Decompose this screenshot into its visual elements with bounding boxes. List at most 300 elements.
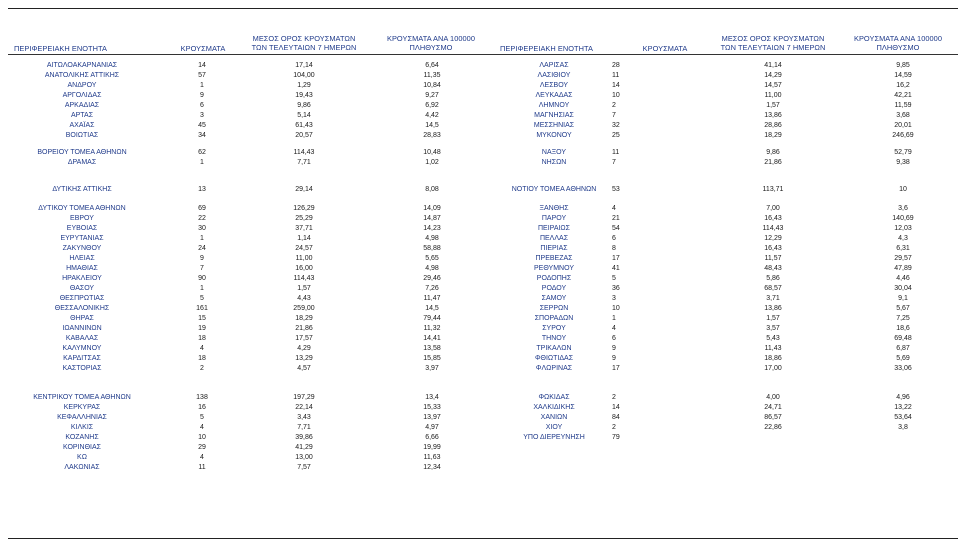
table-row	[0, 111, 966, 121]
cell-cases: 4	[200, 454, 204, 461]
cell-name: ΑΝΔΡΟΥ	[67, 82, 97, 89]
cell-per100k: 3,68	[896, 112, 910, 119]
cell-cases: 7	[612, 112, 616, 119]
cell-cases: 1	[200, 285, 204, 292]
cell-name: ΦΛΩΡΙΝΑΣ	[535, 365, 573, 372]
cell-avg7: 28,86	[764, 122, 782, 129]
cell-per100k: 14,41	[423, 335, 441, 342]
cell-name: ΕΒΡΟΥ	[70, 215, 94, 222]
cell-avg7: 37,71	[295, 225, 313, 232]
table-row	[0, 91, 966, 101]
cell-per100k: 9,27	[425, 92, 439, 99]
cell-per100k: 9,38	[896, 159, 910, 166]
table-row	[0, 403, 966, 413]
cell-name: ΣΥΡΟΥ	[542, 325, 566, 332]
table-row	[0, 294, 966, 304]
cell-name: ΚΟΡΙΝΘΙΑΣ	[63, 444, 101, 451]
table-row	[0, 204, 966, 214]
cell-name: ΝΟΤΙΟΥ ΤΟΜΕΑ ΑΘΗΝΩΝ	[511, 186, 597, 193]
table-row	[0, 234, 966, 244]
cell-avg7: 7,71	[297, 424, 311, 431]
cell-name: ΕΥΒΟΙΑΣ	[66, 225, 98, 232]
table-row	[0, 224, 966, 234]
cell-name: ΧΑΛΚΙΔΙΚΗΣ	[533, 404, 575, 411]
cell-name: ΒΟΙΩΤΙΑΣ	[65, 132, 99, 139]
cell-cases: 10	[198, 434, 206, 441]
cell-avg7: 11,43	[764, 345, 782, 352]
cell-per100k: 14,23	[423, 225, 441, 232]
cell-avg7: 68,57	[764, 285, 782, 292]
header-per100k-left: ΚΡΟΥΣΜΑΤΑ ΑΝΑ 100000 ΠΛΗΘΥΣΜΟ	[386, 34, 476, 52]
table-row	[0, 148, 966, 158]
cell-cases: 161	[196, 305, 208, 312]
cell-name: ΕΥΡΥΤΑΝΙΑΣ	[60, 235, 104, 242]
cell-per100k: 4,46	[896, 275, 910, 282]
cell-cases: 11	[612, 149, 620, 156]
cell-cases: 18	[198, 355, 206, 362]
cell-name: ΣΑΜΟΥ	[541, 295, 567, 302]
cell-avg7: 14,57	[764, 82, 782, 89]
cell-per100k: 29,46	[423, 275, 441, 282]
cell-cases: 5	[612, 275, 616, 282]
cell-cases: 45	[198, 122, 206, 129]
cell-avg7: 19,43	[295, 92, 313, 99]
cell-cases: 14	[198, 62, 206, 69]
cell-per100k: 4,96	[896, 394, 910, 401]
cell-cases: 1	[200, 82, 204, 89]
cell-cases: 36	[612, 285, 620, 292]
cell-cases: 2	[612, 102, 616, 109]
cell-cases: 21	[612, 215, 620, 222]
cell-name: ΔΥΤΙΚΟΥ ΤΟΜΕΑ ΑΘΗΝΩΝ	[38, 205, 126, 212]
cell-cases: 2	[200, 365, 204, 372]
table-row	[0, 304, 966, 314]
cell-name: ΠΕΙΡΑΙΩΣ	[538, 225, 570, 232]
cell-per100k: 6,31	[896, 245, 910, 252]
cell-name: ΡΟΔΟΥ	[541, 285, 567, 292]
table-row	[0, 324, 966, 334]
cell-name: ΑΡΓΟΛΙΔΑΣ	[62, 92, 102, 99]
cell-cases: 6	[612, 235, 616, 242]
header-avg7-right: ΜΕΣΟΣ ΟΡΟΣ ΚΡΟΥΣΜΑΤΩΝ ΤΩΝ ΤΕΛΕΥΤΑΙΩΝ 7 ΗΜΕΡΩΝ	[720, 34, 826, 52]
cell-cases: 138	[196, 394, 208, 401]
cell-cases: 1	[200, 159, 204, 166]
table-row	[0, 81, 966, 91]
cell-cases: 54	[612, 225, 620, 232]
cell-name: ΗΡΑΚΛΕΙΟΥ	[62, 275, 102, 282]
cell-name: ΥΠΟ ΔΙΕΡΕΥΝΗΣΗ	[523, 434, 585, 441]
cell-avg7: 114,43	[293, 149, 315, 156]
cell-cases: 4	[612, 325, 616, 332]
cell-per100k: 42,21	[894, 92, 912, 99]
cell-per100k: 9,1	[898, 295, 908, 302]
cell-cases: 41	[612, 265, 620, 272]
cell-avg7: 1,29	[297, 82, 311, 89]
table-row	[0, 214, 966, 224]
cell-per100k: 8,08	[425, 186, 439, 193]
cell-name: ΠΙΕΡΙΑΣ	[540, 245, 568, 252]
cell-name: ΧΙΟΥ	[545, 424, 563, 431]
cell-cases: 1	[612, 315, 616, 322]
cell-avg7: 39,86	[295, 434, 313, 441]
cell-per100k: 5,67	[896, 305, 910, 312]
cell-avg7: 14,29	[764, 72, 782, 79]
cell-name: ΚΟΖΑΝΗΣ	[65, 434, 99, 441]
cell-name: ΔΡΑΜΑΣ	[67, 159, 97, 166]
cell-per100k: 33,06	[894, 365, 912, 372]
table-row	[0, 443, 966, 453]
cell-per100k: 30,04	[894, 285, 912, 292]
cell-cases: 11	[198, 464, 206, 471]
top-rule	[8, 8, 958, 9]
cell-per100k: 29,57	[894, 255, 912, 262]
cell-avg7: 20,57	[295, 132, 313, 139]
cell-name: ΛΗΜΝΟΥ	[538, 102, 570, 109]
cell-cases: 6	[200, 102, 204, 109]
cell-name: ΜΕΣΣΗΝΙΑΣ	[533, 122, 575, 129]
cell-avg7: 9,86	[297, 102, 311, 109]
cell-name: ΗΛΕΙΑΣ	[69, 255, 95, 262]
header-per100k-right: ΚΡΟΥΣΜΑΤΑ ΑΝΑ 100000 ΠΛΗΘΥΣΜΟ	[853, 34, 943, 52]
cell-cases: 32	[612, 122, 620, 129]
cell-per100k: 52,79	[894, 149, 912, 156]
cell-avg7: 29,14	[295, 186, 313, 193]
cell-avg7: 5,86	[766, 275, 780, 282]
cell-per100k: 4,3	[898, 235, 908, 242]
table-row	[0, 185, 966, 195]
cell-cases: 9	[200, 92, 204, 99]
cell-name: ΚΕΡΚΥΡΑΣ	[63, 404, 101, 411]
cell-name: ΡΟΔΟΠΗΣ	[536, 275, 572, 282]
cell-cases: 9	[612, 355, 616, 362]
header-underline	[8, 54, 958, 55]
cell-cases: 5	[200, 414, 204, 421]
cell-avg7: 114,43	[762, 225, 784, 232]
cell-avg7: 24,71	[764, 404, 782, 411]
cell-avg7: 12,29	[764, 235, 782, 242]
table-row	[0, 254, 966, 264]
table-row	[0, 101, 966, 111]
table-row	[0, 314, 966, 324]
cell-cases: 8	[612, 245, 616, 252]
cell-avg7: 41,29	[295, 444, 313, 451]
cell-name: ΘΕΣΣΑΛΟΝΙΚΗΣ	[54, 305, 110, 312]
header-cases-right: ΚΡΟΥΣΜΑΤΑ	[642, 44, 688, 53]
cell-name: ΠΑΡΟΥ	[541, 215, 567, 222]
cell-avg7: 18,29	[764, 132, 782, 139]
cell-per100k: 4,97	[425, 424, 439, 431]
cell-cases: 34	[198, 132, 206, 139]
cell-cases: 57	[198, 72, 206, 79]
cell-name: ΜΑΓΝΗΣΙΑΣ	[534, 112, 574, 119]
table-row	[0, 433, 966, 443]
cell-cases: 5	[200, 295, 204, 302]
table-row	[0, 274, 966, 284]
cell-cases: 17	[612, 255, 620, 262]
cell-avg7: 86,57	[764, 414, 782, 421]
cell-per100k: 69,48	[894, 335, 912, 342]
cell-avg7: 3,43	[297, 414, 311, 421]
table-row	[0, 71, 966, 81]
cell-name: ΑΝΑΤΟΛΙΚΗΣ ΑΤΤΙΚΗΣ	[44, 72, 120, 79]
cell-avg7: 18,29	[295, 315, 313, 322]
cell-name: ΛΑΣΙΘΙΟΥ	[537, 72, 571, 79]
cell-per100k: 5,65	[425, 255, 439, 262]
cell-cases: 28	[612, 62, 620, 69]
cell-name: ΑΧΑΪΑΣ	[69, 122, 95, 129]
cell-cases: 9	[200, 255, 204, 262]
cell-per100k: 11,59	[894, 102, 912, 109]
cell-per100k: 79,44	[423, 315, 441, 322]
header-region-left: ΠΕΡΙΦΕΡΕΙΑΚΗ ΕΝΟΤΗΤΑ	[14, 44, 107, 53]
cell-cases: 30	[198, 225, 206, 232]
cell-avg7: 197,29	[293, 394, 315, 401]
cell-cases: 14	[612, 404, 620, 411]
cell-cases: 6	[612, 335, 616, 342]
cell-avg7: 41,14	[764, 62, 782, 69]
cell-name: ΣΕΡΡΩΝ	[539, 305, 569, 312]
table-row	[0, 244, 966, 254]
cell-per100k: 7,25	[896, 315, 910, 322]
cell-name: ΚΑΒΑΛΑΣ	[65, 335, 99, 342]
cell-avg7: 11,57	[764, 255, 782, 262]
cell-per100k: 6,87	[896, 345, 910, 352]
cell-name: ΠΡΕΒΕΖΑΣ	[535, 255, 573, 262]
cell-cases: 11	[612, 72, 620, 79]
cell-name: ΤΡΙΚΑΛΩΝ	[536, 345, 572, 352]
cell-avg7: 7,71	[297, 159, 311, 166]
cell-avg7: 9,86	[766, 149, 780, 156]
cell-avg7: 3,71	[766, 295, 780, 302]
cell-per100k: 9,85	[896, 62, 910, 69]
cell-cases: 3	[612, 295, 616, 302]
cell-name: ΘΗΡΑΣ	[70, 315, 94, 322]
table-row	[0, 158, 966, 168]
cell-name: ΚΑΣΤΟΡΙΑΣ	[62, 365, 102, 372]
cell-per100k: 16,2	[896, 82, 910, 89]
cell-name: ΚΙΛΚΙΣ	[70, 424, 94, 431]
cell-per100k: 14,59	[894, 72, 912, 79]
cell-per100k: 14,5	[425, 122, 439, 129]
cell-avg7: 5,43	[766, 335, 780, 342]
cell-name: ΗΜΑΘΙΑΣ	[66, 265, 98, 272]
cell-avg7: 25,29	[295, 215, 313, 222]
cell-per100k: 140,69	[892, 215, 914, 222]
table-row	[0, 121, 966, 131]
cell-per100k: 3,97	[425, 365, 439, 372]
table-row	[0, 344, 966, 354]
cell-name: ΛΕΣΒΟΥ	[539, 82, 569, 89]
cell-avg7: 24,57	[295, 245, 313, 252]
header-avg7-left: ΜΕΣΟΣ ΟΡΟΣ ΚΡΟΥΣΜΑΤΩΝ ΤΩΝ ΤΕΛΕΥΤΑΙΩΝ 7 ΗΜΕΡΩΝ	[251, 34, 357, 52]
cell-per100k: 6,92	[425, 102, 439, 109]
cell-cases: 29	[198, 444, 206, 451]
cell-cases: 13	[198, 186, 206, 193]
cell-per100k: 47,89	[894, 265, 912, 272]
cell-name: ΚΕΦΑΛΛΗΝΙΑΣ	[57, 414, 107, 421]
cell-avg7: 1,57	[766, 315, 780, 322]
cell-per100k: 19,99	[423, 444, 441, 451]
bottom-rule	[8, 538, 958, 539]
cell-name: ΒΟΡΕΙΟΥ ΤΟΜΕΑ ΑΘΗΝΩΝ	[37, 149, 127, 156]
cell-cases: 17	[612, 365, 620, 372]
cell-name: ΚΑΡΔΙΤΣΑΣ	[63, 355, 101, 362]
table-row	[0, 131, 966, 141]
cell-name: ΠΕΛΛΑΣ	[539, 235, 569, 242]
cell-per100k: 15,33	[423, 404, 441, 411]
cell-avg7: 113,71	[762, 186, 784, 193]
cell-cases: 62	[198, 149, 206, 156]
cell-avg7: 13,86	[764, 112, 782, 119]
cell-name: ΚΕΝΤΡΙΚΟΥ ΤΟΜΕΑ ΑΘΗΝΩΝ	[33, 394, 131, 401]
table-row	[0, 413, 966, 423]
cell-avg7: 11,00	[295, 255, 313, 262]
cell-cases: 10	[612, 92, 620, 99]
cell-per100k: 11,63	[423, 454, 441, 461]
table-row	[0, 393, 966, 403]
table-row	[0, 354, 966, 364]
table-row	[0, 364, 966, 374]
cell-cases: 10	[612, 305, 620, 312]
cell-avg7: 4,29	[297, 345, 311, 352]
cell-per100k: 3,8	[898, 424, 908, 431]
cell-per100k: 11,35	[423, 72, 441, 79]
cell-per100k: 13,97	[423, 414, 441, 421]
cell-avg7: 48,43	[764, 265, 782, 272]
cell-avg7: 3,57	[766, 325, 780, 332]
cell-per100k: 246,69	[892, 132, 914, 139]
cell-per100k: 14,5	[425, 305, 439, 312]
cell-per100k: 10,48	[423, 149, 441, 156]
cell-avg7: 1,57	[766, 102, 780, 109]
cell-avg7: 16,43	[764, 215, 782, 222]
cell-per100k: 14,87	[423, 215, 441, 222]
cell-avg7: 17,57	[295, 335, 313, 342]
cell-avg7: 4,57	[297, 365, 311, 372]
table-row	[0, 284, 966, 294]
cell-avg7: 126,29	[293, 205, 315, 212]
cell-name: ΛΕΥΚΑΔΑΣ	[535, 92, 573, 99]
cell-cases: 90	[198, 275, 206, 282]
header-region-right: ΠΕΡΙΦΕΡΕΙΑΚΗ ΕΝΟΤΗΤΑ	[500, 44, 593, 53]
cell-per100k: 6,66	[425, 434, 439, 441]
table-row	[0, 334, 966, 344]
cell-name: ΔΥΤΙΚΗΣ ΑΤΤΙΚΗΣ	[52, 186, 112, 193]
cell-avg7: 13,29	[295, 355, 313, 362]
cell-avg7: 18,86	[764, 355, 782, 362]
cell-avg7: 104,00	[293, 72, 315, 79]
cell-name: ΘΑΣΟΥ	[69, 285, 95, 292]
cell-name: ΝΗΣΩΝ	[541, 159, 567, 166]
cell-name: ΑΙΤΩΛΟΑΚΑΡΝΑΝΙΑΣ	[46, 62, 118, 69]
cell-avg7: 1,57	[297, 285, 311, 292]
cell-name: ΡΕΘΥΜΝΟΥ	[533, 265, 574, 272]
cell-per100k: 18,6	[896, 325, 910, 332]
cell-avg7: 7,57	[297, 464, 311, 471]
cell-cases: 2	[612, 394, 616, 401]
cell-per100k: 58,88	[423, 245, 441, 252]
cell-per100k: 12,34	[423, 464, 441, 471]
cell-name: ΤΗΝΟΥ	[541, 335, 567, 342]
cell-name: ΣΠΟΡΑΔΩΝ	[534, 315, 574, 322]
cell-name: ΙΩΑΝΝΙΝΩΝ	[62, 325, 102, 332]
cell-per100k: 28,83	[423, 132, 441, 139]
cell-cases: 4	[200, 424, 204, 431]
cell-per100k: 12,03	[894, 225, 912, 232]
cell-cases: 53	[612, 186, 620, 193]
cell-avg7: 5,14	[297, 112, 311, 119]
cell-name: ΘΕΣΠΡΩΤΙΑΣ	[59, 295, 105, 302]
cell-per100k: 13,22	[894, 404, 912, 411]
table-row	[0, 423, 966, 433]
cell-cases: 24	[198, 245, 206, 252]
cell-name: ΑΡΚΑΔΙΑΣ	[64, 102, 100, 109]
cell-cases: 79	[612, 434, 620, 441]
cell-name: ΧΑΝΙΩΝ	[540, 414, 568, 421]
cell-cases: 14	[612, 82, 620, 89]
cell-name: ΚΑΛΥΜΝΟΥ	[62, 345, 102, 352]
cell-cases: 15	[198, 315, 206, 322]
cell-avg7: 22,86	[764, 424, 782, 431]
cell-avg7: 4,00	[766, 394, 780, 401]
cell-per100k: 13,58	[423, 345, 441, 352]
cell-cases: 16	[198, 404, 206, 411]
table-row	[0, 453, 966, 463]
cell-cases: 7	[612, 159, 616, 166]
cell-avg7: 114,43	[293, 275, 315, 282]
cell-name: ΦΩΚΙΔΑΣ	[538, 394, 570, 401]
cell-per100k: 5,69	[896, 355, 910, 362]
cell-cases: 3	[200, 112, 204, 119]
table-row	[0, 264, 966, 274]
cell-cases: 25	[612, 132, 620, 139]
cell-name: ΦΘΙΩΤΙΔΑΣ	[534, 355, 574, 362]
table-row	[0, 463, 966, 473]
cell-avg7: 16,43	[764, 245, 782, 252]
cell-per100k: 11,47	[423, 295, 441, 302]
cell-per100k: 4,98	[425, 235, 439, 242]
cell-avg7: 21,86	[764, 159, 782, 166]
cell-avg7: 61,43	[295, 122, 313, 129]
cell-cases: 22	[198, 215, 206, 222]
cell-cases: 18	[198, 335, 206, 342]
cell-per100k: 1,02	[425, 159, 439, 166]
cell-cases: 7	[200, 265, 204, 272]
cell-avg7: 17,14	[295, 62, 313, 69]
cell-name: ΚΩ	[77, 454, 87, 461]
cell-avg7: 13,00	[295, 454, 313, 461]
cell-name: ΛΑΚΩΝΙΑΣ	[64, 464, 100, 471]
cell-per100k: 10,84	[423, 82, 441, 89]
table-row	[0, 61, 966, 71]
cell-per100k: 15,85	[423, 355, 441, 362]
cell-per100k: 53,64	[894, 414, 912, 421]
cell-avg7: 21,86	[295, 325, 313, 332]
cell-avg7: 13,86	[764, 305, 782, 312]
cell-cases: 4	[612, 205, 616, 212]
cell-name: ΖΑΚΥΝΘΟΥ	[62, 245, 102, 252]
cell-cases: 19	[198, 325, 206, 332]
cell-name: ΞΑΝΘΗΣ	[539, 205, 569, 212]
cell-cases: 69	[198, 205, 206, 212]
cell-per100k: 7,26	[425, 285, 439, 292]
cell-name: ΝΑΞΟΥ	[541, 149, 567, 156]
cell-per100k: 10	[899, 186, 907, 193]
cell-name: ΜΥΚΟΝΟΥ	[536, 132, 572, 139]
cell-avg7: 22,14	[295, 404, 313, 411]
cell-avg7: 11,00	[764, 92, 782, 99]
header-cases-left: ΚΡΟΥΣΜΑΤΑ	[180, 44, 226, 53]
